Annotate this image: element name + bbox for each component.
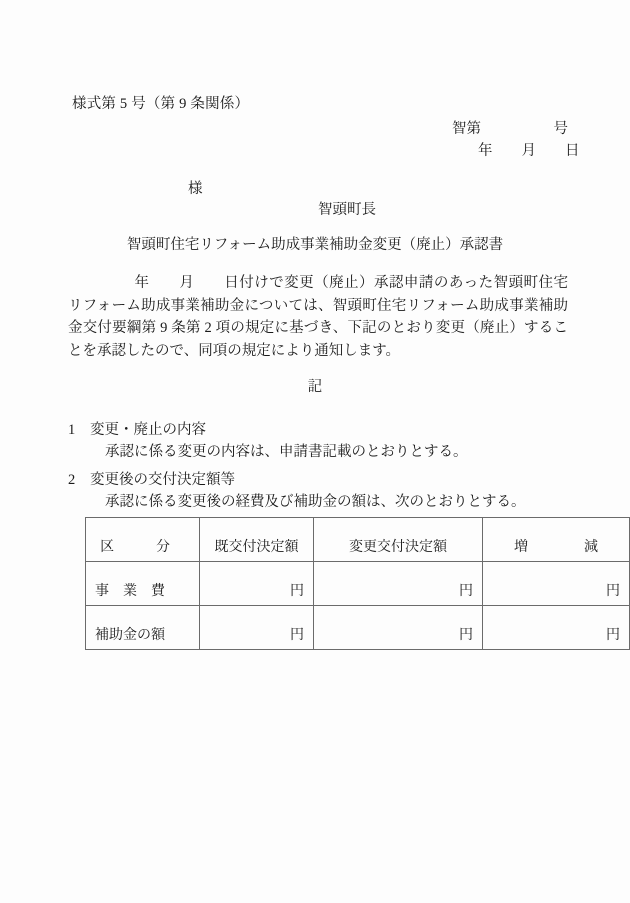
amount-table [85, 517, 630, 650]
row-label-subsidy-amount: 補助金の額 [86, 606, 200, 650]
section-1-heading [68, 419, 468, 441]
cell-project-cost-existing[interactable]: 円 [200, 562, 314, 606]
table-header-row [86, 518, 630, 562]
section-1 [68, 419, 468, 463]
row-label-project-cost: 事 業 費 [86, 562, 200, 606]
table-header-existing: 既交付決定額 [200, 518, 314, 562]
ki-marker: 記 [307, 379, 323, 395]
table-header-revised: 変更交付決定額 [314, 518, 483, 562]
page-title: 智頭町住宅リフォーム助成事業補助金変更（廃止）承認書 [126, 237, 504, 253]
cell-project-cost-revised[interactable]: 円 [314, 562, 483, 606]
body-paragraph [68, 272, 568, 362]
table-row [86, 562, 630, 606]
section-1-number: 1 [68, 422, 76, 438]
addressee-honorific: 様 [188, 181, 203, 197]
section-2 [68, 469, 526, 513]
cell-subsidy-difference[interactable]: 円 [483, 606, 630, 650]
cell-subsidy-existing[interactable]: 円 [200, 606, 314, 650]
section-2-body: 承認に係る変更後の経費及び補助金の額は、次のとおりとする。 [105, 494, 526, 510]
table-header-difference: 増 減 [483, 518, 630, 562]
table-header-category: 区 分 [86, 518, 200, 562]
section-1-body: 承認に係る変更の内容は、申請書記載のとおりとする。 [105, 444, 468, 460]
issuer-name: 智頭町長 [318, 202, 376, 218]
body-paragraph-text: 年 月 日付けで変更（廃止）承認申請のあった智頭町住宅リフォーム助成事業補助金については、智頭町住宅リフォーム助成事業補助金交付要綱第 9 条第 2 項の規定に基づき、下記のとおり変更（廃止）することを承認したので、同項の規定により通知します。 [68, 275, 568, 359]
section-2-number: 2 [68, 472, 76, 488]
section-2-heading [68, 469, 526, 491]
table-row [86, 606, 630, 650]
document-date: 年 月 日 [478, 143, 580, 159]
cell-project-cost-difference[interactable]: 円 [483, 562, 630, 606]
document-number: 智第 号 [452, 121, 568, 137]
section-1-heading-text: 変更・廃止の内容 [90, 422, 206, 438]
section-2-heading-text: 変更後の交付決定額等 [90, 472, 235, 488]
form-number: 様式第 5 号（第 9 条関係） [72, 96, 250, 112]
cell-subsidy-revised[interactable]: 円 [314, 606, 483, 650]
